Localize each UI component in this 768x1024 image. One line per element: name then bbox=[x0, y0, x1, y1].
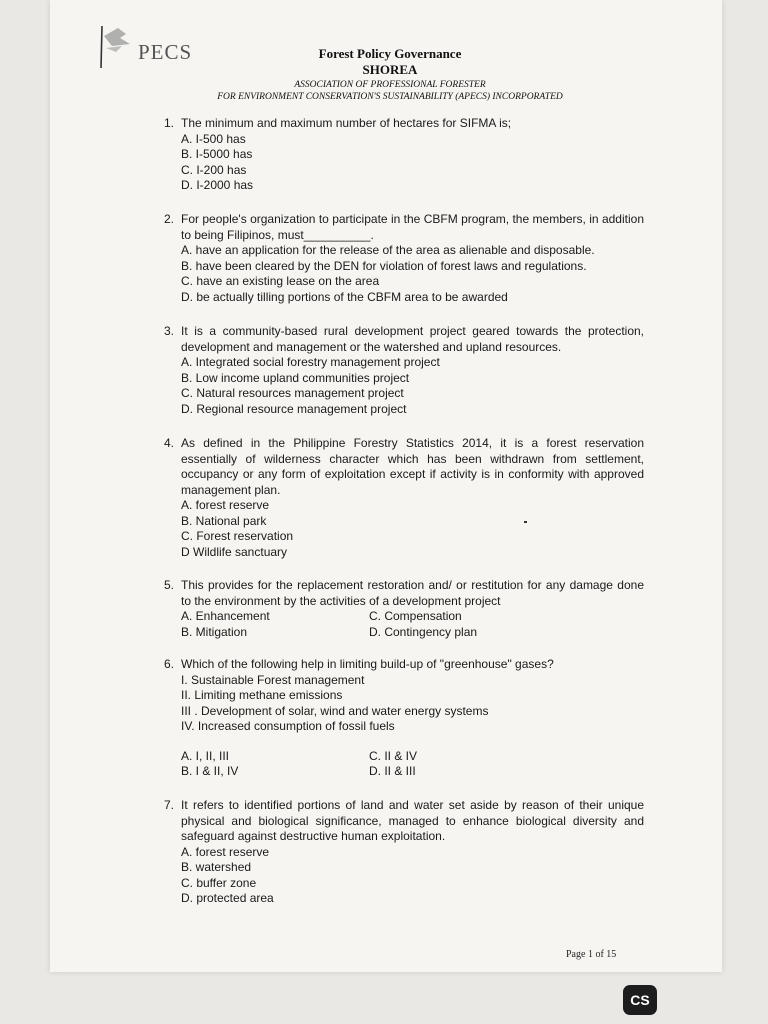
option-d: D. protected area bbox=[181, 891, 274, 905]
association-line-2: FOR ENVIRONMENT CONSERVATION'S SUSTAINABILITY (APECS) INCORPORATED bbox=[217, 92, 563, 102]
apecs-logo bbox=[92, 22, 202, 72]
option-c: C. Compensation bbox=[369, 609, 462, 623]
question-3 bbox=[164, 324, 644, 417]
question-number: 3. bbox=[164, 324, 175, 338]
option-b: B. Mitigation bbox=[181, 624, 248, 639]
question-stem: It refers to identified portions of land and water set aside by reason of their unique physical and biological significance, managed to enhance biological diversity and safeguard against destructive human exploitation. bbox=[181, 798, 644, 843]
option-b: B. watershed bbox=[181, 860, 252, 874]
question-1 bbox=[164, 116, 644, 194]
tree-logo-icon bbox=[92, 22, 140, 70]
statement-i: I. Sustainable Forest management bbox=[181, 672, 365, 687]
option-b: B. have been cleared by the DEN for violation of forest laws and regulations. bbox=[181, 258, 587, 273]
question-number: 5. bbox=[164, 578, 175, 592]
option-c: C. have an existing lease on the area bbox=[181, 274, 380, 288]
option-d: D. Contingency plan bbox=[369, 624, 478, 639]
association-line-1: ASSOCIATION OF PROFESSIONAL FORESTER bbox=[294, 80, 486, 90]
option-a: A. Integrated social forestry management project bbox=[181, 355, 440, 369]
option-c: C. buffer zone bbox=[181, 875, 257, 890]
statement-ii: II. Limiting methane emissions bbox=[181, 688, 343, 702]
question-stem: Which of the following help in limiting build-up of "greenhouse" gases? bbox=[181, 657, 554, 671]
document-title: Forest Policy Governance bbox=[318, 46, 462, 61]
option-a: A. forest reserve bbox=[181, 498, 270, 512]
question-number: 6. bbox=[164, 657, 175, 671]
option-b: B. I & II, IV bbox=[181, 764, 239, 778]
option-row bbox=[181, 609, 644, 625]
option-b: B. Low income upland communities project bbox=[181, 370, 410, 385]
question-stem: It is a community-based rural development project geared towards the protection, development and management or the watershed and upland resources. bbox=[181, 324, 644, 354]
option-d: D. Regional resource management project bbox=[181, 401, 407, 416]
option-b: B. I-5000 has bbox=[181, 147, 253, 161]
question-number: 7. bbox=[164, 798, 175, 812]
question-6 bbox=[164, 657, 644, 780]
option-d: D. be actually tilling portions of the CBFM area to be awarded bbox=[181, 289, 508, 304]
statement-iii: III . Development of solar, wind and water energy systems bbox=[181, 703, 489, 718]
question-stem: The minimum and maximum number of hectares for SIFMA is; bbox=[181, 116, 512, 130]
option-a: A. Enhancement bbox=[181, 609, 270, 623]
option-b: B. National park bbox=[181, 513, 267, 528]
option-row bbox=[181, 764, 644, 780]
option-c: C. II & IV bbox=[369, 748, 418, 763]
option-c: C. I-200 has bbox=[181, 162, 247, 177]
question-5 bbox=[164, 578, 644, 640]
logo-text: PECS bbox=[138, 40, 193, 64]
camscanner-badge: CS bbox=[623, 985, 657, 1015]
question-stem: For people's organization to participate in the CBFM program, the members, in addition to being Filipinos, must__________. bbox=[181, 212, 644, 242]
document-subtitle: SHOREA bbox=[362, 62, 418, 77]
option-a: A. have an application for the release of the area as alienable and disposable. bbox=[181, 243, 595, 257]
option-a: A. I, II, III bbox=[181, 748, 230, 763]
question-number: 4. bbox=[164, 436, 175, 450]
page-number: Page 1 of 15 bbox=[566, 949, 617, 960]
option-a: A. forest reserve bbox=[181, 844, 270, 859]
option-row bbox=[181, 749, 644, 765]
option-a: A. I-500 has bbox=[181, 131, 246, 146]
option-c: C. Natural resources management project bbox=[181, 386, 404, 400]
statement-iv: IV. Increased consumption of fossil fuels bbox=[181, 719, 395, 733]
question-stem: As defined in the Philippine Forestry Statistics 2014, it is a forest reservation essentially of wilderness character which has been withdrawn from settlement, occupancy or any form of exploitation except if activity is in conformity with approved management plan. bbox=[181, 436, 644, 497]
option-d: D. II & III bbox=[369, 764, 416, 778]
question-number: 2. bbox=[164, 212, 175, 226]
option-d: D Wildlife sanctuary bbox=[181, 544, 288, 559]
option-c: C. Forest reservation bbox=[181, 529, 294, 543]
option-d: D. I-2000 has bbox=[181, 178, 254, 192]
question-stem: This provides for the replacement restoration and/ or restitution for any damage done to the environment by the activities of a development project bbox=[181, 578, 644, 608]
question-7 bbox=[164, 798, 644, 907]
scan-speck bbox=[524, 521, 527, 523]
question-2 bbox=[164, 212, 644, 305]
option-row bbox=[181, 625, 644, 641]
question-number: 1. bbox=[164, 116, 175, 130]
question-4 bbox=[164, 436, 644, 560]
